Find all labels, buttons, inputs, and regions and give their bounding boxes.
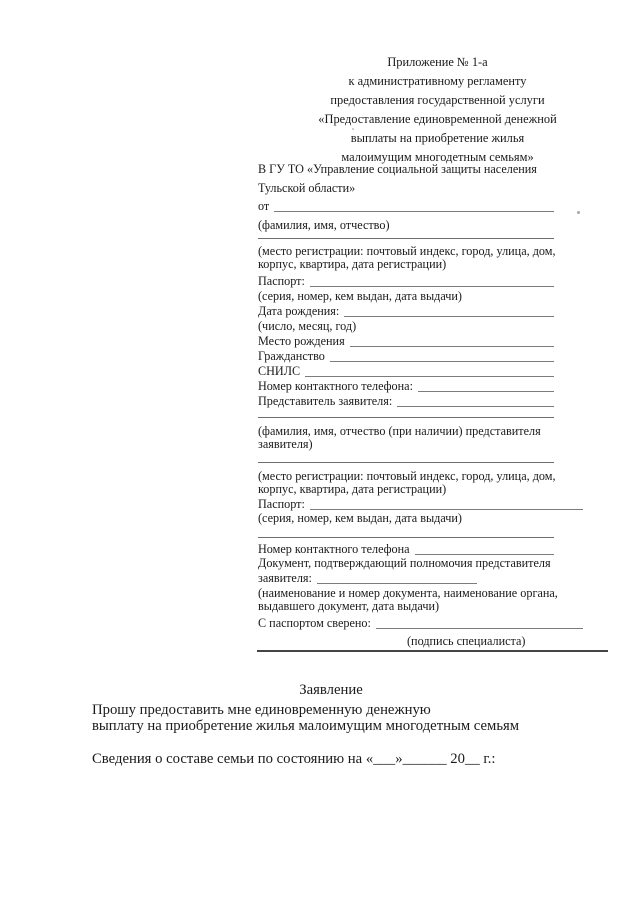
caption-text: (место регистрации: почтовый индекс, город, улица, дом,	[258, 244, 556, 258]
header-line-5: выплаты на приобретение жилья	[350, 131, 525, 145]
field-birthdate	[258, 304, 554, 319]
recipient-line-2	[258, 181, 554, 196]
header-line-6: малоимущим многодетным семьям»	[341, 150, 534, 164]
caption-text: (число, месяц, год)	[258, 319, 357, 333]
header-line-1: Приложение № 1-а	[387, 55, 488, 69]
blank-line	[274, 210, 554, 212]
field-label: заявителя:	[258, 571, 312, 585]
field-label: Документ, подтверждающий полномочия представителя	[258, 556, 551, 570]
blank-line	[397, 405, 554, 407]
field-from	[258, 199, 554, 214]
blank-line	[330, 360, 554, 362]
blank-line-rule	[258, 238, 554, 239]
field-label: С паспортом сверено:	[258, 616, 371, 630]
field-citizenship	[258, 349, 554, 364]
blank-line	[376, 627, 583, 629]
caption-fio	[258, 218, 554, 233]
field-passport	[258, 274, 554, 289]
caption-text: выдавшего документ, дата выдачи)	[258, 599, 440, 613]
statement-title: Заявление	[299, 682, 363, 698]
blank-line	[415, 553, 554, 555]
statement-body-1: Прошу предоставить мне единовременную денежную	[92, 702, 431, 718]
field-label: от	[258, 199, 270, 213]
header-line-2: к административному регламенту	[348, 74, 527, 88]
field-label: Гражданство	[258, 349, 325, 363]
field-rep-document-2	[258, 571, 554, 586]
field-rep-phone	[258, 542, 554, 557]
recipient-line-1	[258, 162, 554, 177]
recipient-text: В ГУ ТО «Управление социальной защиты населения	[258, 162, 537, 176]
caption-rep-document-2	[258, 599, 554, 614]
field-rep-document-1	[258, 556, 554, 571]
caption-text: корпус, квартира, дата регистрации)	[258, 482, 447, 496]
blank-line-rule	[258, 462, 554, 463]
caption-passport	[258, 289, 554, 304]
header-line-3: предоставления государственной услуги	[330, 93, 545, 107]
caption-text: (наименование и номер документа, наименование органа,	[258, 586, 558, 600]
field-label: Паспорт:	[258, 497, 305, 511]
caption-text: (место регистрации: почтовый индекс, город, улица, дом,	[258, 469, 556, 483]
caption-text: заявителя)	[258, 437, 313, 451]
field-label: Паспорт:	[258, 274, 305, 288]
blank-line	[418, 390, 554, 392]
field-phone	[258, 379, 554, 394]
caption-rep-passport	[258, 511, 554, 526]
caption-text: (фамилия, имя, отчество)	[258, 218, 390, 232]
header-line-4: «Предоставление единовременной денежной	[318, 112, 557, 126]
field-label: СНИЛС	[258, 364, 301, 378]
scan-artifact-dot	[352, 128, 354, 130]
field-label: Место рождения	[258, 334, 345, 348]
field-representative	[258, 394, 554, 409]
field-birthplace	[258, 334, 554, 349]
caption-text: (серия, номер, кем выдан, дата выдачи)	[258, 511, 462, 525]
caption-text: (серия, номер, кем выдан, дата выдачи)	[258, 289, 462, 303]
blank-line	[344, 315, 554, 317]
caption-birthdate	[258, 319, 554, 334]
caption-text: (фамилия, имя, отчество (при наличии) представителя	[258, 424, 541, 438]
blank-line	[350, 345, 554, 347]
recipient-text: Тульской области»	[258, 181, 356, 195]
field-label: Представитель заявителя:	[258, 394, 393, 408]
scan-artifact-dot	[577, 211, 580, 214]
statement-body-2: выплату на приобретение жилья малоимущим многодетным семьям	[92, 718, 520, 734]
caption-registration-2	[258, 257, 554, 272]
field-passport-verified	[258, 616, 554, 631]
family-composition-line: Сведения о составе семьи по состоянию на «___»______ 20__ г.:	[92, 751, 496, 767]
field-rep-passport	[258, 497, 554, 512]
field-label: Номер контактного телефона:	[258, 379, 413, 393]
caption-rep-registration-2	[258, 482, 554, 497]
blank-line	[317, 582, 477, 584]
caption-text: корпус, квартира, дата регистрации)	[258, 257, 447, 271]
blank-line-rule	[258, 417, 554, 418]
blank-line	[310, 285, 554, 287]
blank-line	[305, 375, 554, 377]
blank-line	[310, 508, 583, 510]
section-end-rule	[257, 650, 608, 652]
caption-specialist-signature	[258, 634, 554, 649]
caption-text: (подпись специалиста)	[407, 634, 526, 648]
field-label: Номер контактного телефона	[258, 542, 410, 556]
field-snils	[258, 364, 554, 379]
caption-rep-fio-2	[258, 437, 554, 452]
blank-line-rule	[258, 537, 554, 538]
field-label: Дата рождения:	[258, 304, 340, 318]
